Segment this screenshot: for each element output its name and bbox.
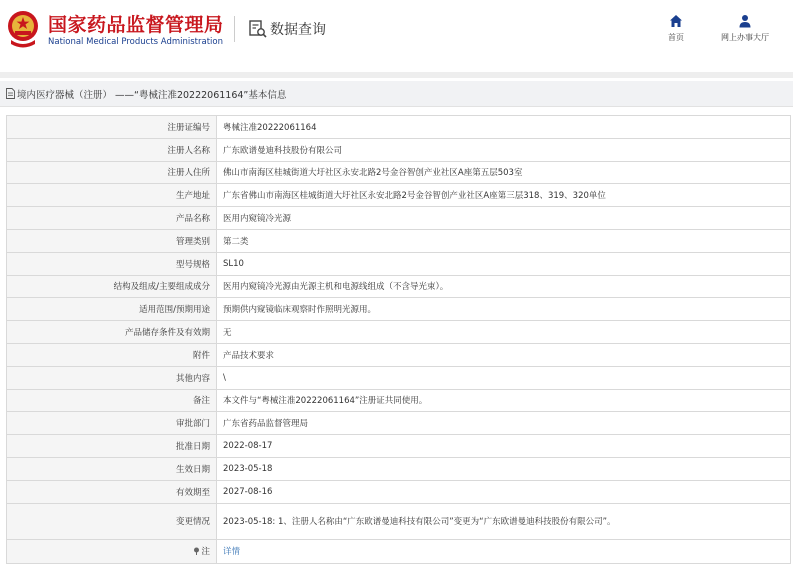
note-value-cell (217, 539, 791, 563)
field-value: 粤械注准20222061164 (217, 116, 791, 139)
nav-hall-label: 网上办事大厅 (721, 33, 769, 42)
field-label: 备注 (7, 389, 217, 412)
field-label: 结构及组成/主要组成成分 (7, 275, 217, 298)
breadcrumb (0, 81, 793, 107)
registration-detail-table (6, 115, 791, 564)
field-label: 审批部门 (7, 412, 217, 435)
table-row (7, 298, 791, 321)
table-row (7, 503, 791, 539)
field-value: 医用内窥镜冷光源由光源主机和电源线组成（不含导光束）。 (217, 275, 791, 298)
field-label: 生效日期 (7, 457, 217, 480)
field-value: 广东省药品监督管理局 (217, 412, 791, 435)
field-value: 佛山市南海区桂城街道大圩社区永安北路2号金谷智创产业社区A座第五层503室 (217, 161, 791, 184)
field-label: 附件 (7, 343, 217, 366)
field-label: 产品储存条件及有效期 (7, 321, 217, 344)
user-icon (738, 14, 752, 28)
field-label: 变更情况 (7, 503, 217, 539)
table-row (7, 480, 791, 503)
field-value: SL10 (217, 252, 791, 275)
home-icon (669, 14, 683, 28)
org-name-en: National Medical Products Administration (48, 37, 223, 47)
header-separator (0, 72, 793, 78)
field-label: 管理类别 (7, 229, 217, 252)
details-link[interactable]: 详情 (223, 547, 241, 558)
field-value: 无 (217, 321, 791, 344)
nav-online-service-hall[interactable] (712, 14, 778, 43)
note-label-cell (7, 539, 217, 563)
field-value: 第二类 (217, 229, 791, 252)
table-row (7, 184, 791, 207)
field-label: 其他内容 (7, 366, 217, 389)
field-value: 预期供内窥镜临床观察时作照明光源用。 (217, 298, 791, 321)
field-label: 注册证编号 (7, 116, 217, 139)
field-value: 产品技术要求 (217, 343, 791, 366)
pin-icon (193, 547, 200, 555)
search-document-icon (248, 19, 268, 39)
field-label: 注 (201, 547, 210, 558)
table-row (7, 207, 791, 230)
field-value: \ (217, 366, 791, 389)
field-label: 注册人名称 (7, 138, 217, 161)
table-row (7, 161, 791, 184)
table-row (7, 389, 791, 412)
field-value: 广东省佛山市南海区桂城街道大圩社区永安北路2号金谷智创产业社区A座第三层318、319、320单位 (217, 184, 791, 207)
table-row (7, 366, 791, 389)
table-row (7, 435, 791, 458)
field-value: 广东欧谱曼迪科技股份有限公司 (217, 138, 791, 161)
table-row (7, 275, 791, 298)
table-row (7, 229, 791, 252)
table-row (7, 343, 791, 366)
document-icon (6, 88, 15, 99)
field-value: 医用内窥镜冷光源 (217, 207, 791, 230)
field-label: 产品名称 (7, 207, 217, 230)
table-row (7, 252, 791, 275)
field-label: 注册人住所 (7, 161, 217, 184)
field-value: 2023-05-18 (217, 457, 791, 480)
nav-home[interactable] (658, 14, 694, 43)
field-value: 本文件与“粤械注准20222061164”注册证共同使用。 (217, 389, 791, 412)
nav-home-label: 首页 (668, 33, 684, 42)
org-name-cn: 国家药品监督管理局 (48, 14, 224, 36)
field-value: 2022-08-17 (217, 435, 791, 458)
table-row (7, 539, 791, 563)
table-row (7, 138, 791, 161)
field-label: 型号规格 (7, 252, 217, 275)
field-value: 2027-08-16 (217, 480, 791, 503)
header-divider (234, 16, 235, 42)
table-row (7, 412, 791, 435)
field-label: 生产地址 (7, 184, 217, 207)
data-query-title[interactable] (248, 18, 326, 40)
field-label: 适用范围/预期用途 (7, 298, 217, 321)
breadcrumb-text: 境内医疗器械（注册） ——“粤械注准20222061164”基本信息 (17, 89, 287, 101)
table-row (7, 116, 791, 139)
field-label: 有效期至 (7, 480, 217, 503)
field-label: 批准日期 (7, 435, 217, 458)
national-emblem-icon (6, 10, 40, 48)
table-row (7, 457, 791, 480)
module-title: 数据查询 (270, 22, 326, 38)
table-row (7, 321, 791, 344)
field-value: 2023-05-18: 1、注册人名称由“广东欧谱曼迪科技有限公司”变更为“广东欧谱曼迪科技股份有限公司”。 (217, 503, 791, 539)
site-header (0, 0, 793, 66)
